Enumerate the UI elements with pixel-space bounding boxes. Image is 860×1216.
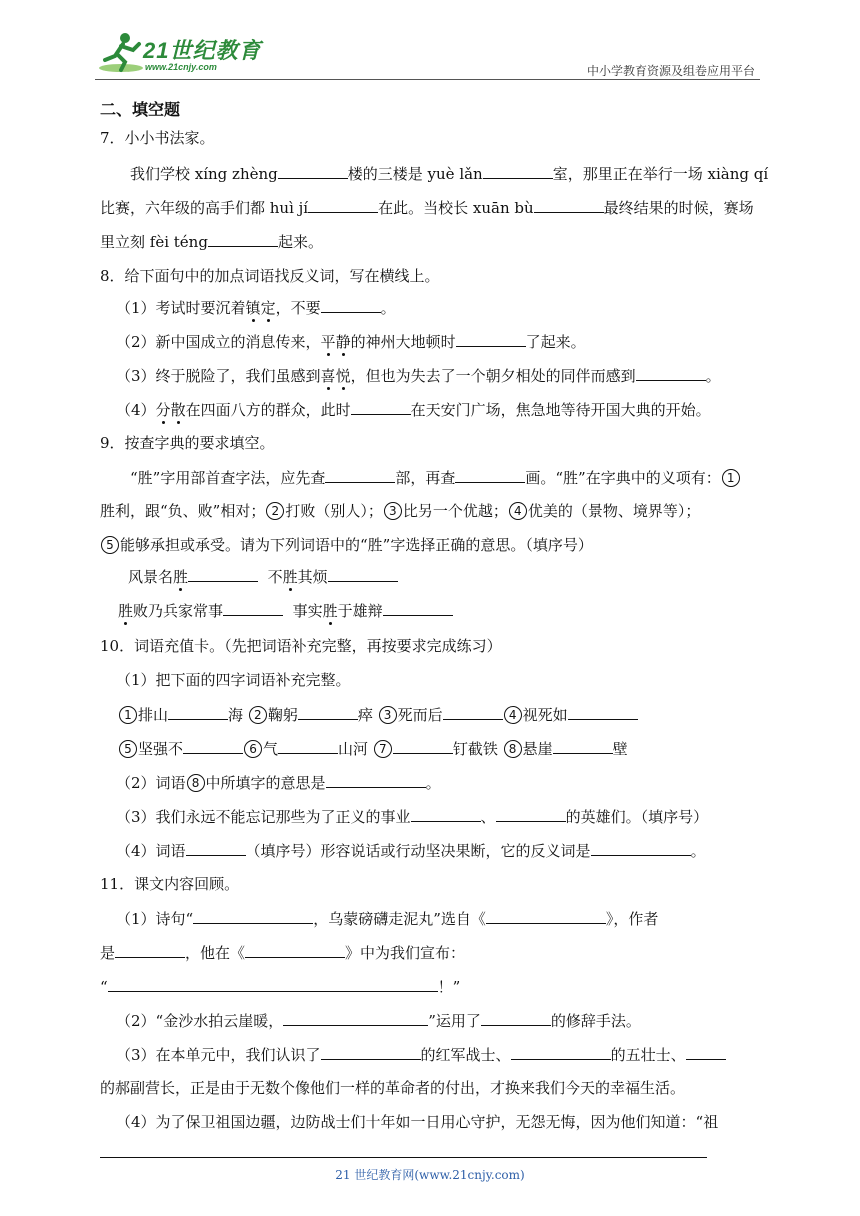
header-divider [95,79,760,80]
q10-title: 10．词语充值卡。（先把词语补充完整，再按要求完成练习） [100,637,502,655]
q7-line1: 我们学校 xíng zhèng 楼的三楼是 yuè lǎn 室，那里正在举行一场 xiàng qí [130,165,769,183]
q8-item2: （2）新中国成立的消息传来，平静的神州大地顿时 了起来。 [116,333,586,351]
logo-url: www.21cnjy.com [145,62,217,72]
q10-part2: （2）词语 8 中所填字的意思是 。 [116,774,441,792]
q11-part1-line2: 是 ，他在《 》中为我们宣布： [100,944,466,962]
q9-line3: 5 能够承担或承受。请为下列词语中的“胜”字选择正确的意思。（填序号） [100,535,593,555]
runner-logo-icon [95,30,143,76]
logo-text: 21世纪教育 [143,38,262,63]
q10-part4: （4）词语 （填序号）形容说话或行动坚决果断，它的反义词是 。 [116,842,706,860]
section-title: 二、填空题 [100,100,181,119]
q8-item3: （3）终于脱险了，我们虽感到喜悦，但也为失去了一个朝夕相处的同伴而感到 。 [116,367,721,385]
q11-part1-line3: “ ！” [100,978,461,996]
q10-row1: 1 排山 海 2 鞠躬 瘁 3 死而后 4 视死如 [118,704,638,725]
q8-item4: （4）分散在四面八方的群众，此时 在天安门广场，焦急地等待开国大典的开始。 [116,401,711,419]
q7-line2: 比赛，六年级的高手们都 huì jí 在此。当校长 xuān bù 最终结果的时候，赛场 [100,199,754,217]
logo [95,30,275,76]
q11-part1-line1: （1）诗句“ ，乌蒙磅礴走泥丸”选自《 》，作者 [116,910,659,928]
header-tagline: 中小学教育资源及组卷应用平台 [586,64,755,78]
q9-words1: 风景名胜 不胜其烦 [128,566,398,587]
q11-part2: （2）“金沙水拍云崖暖， ”运用了 的修辞手法。 [116,1012,641,1030]
q8-item1: （1）考试时要沉着镇定，不要 。 [116,299,396,317]
q11-title: 11．课文内容回顾。 [100,875,240,893]
q10-part1: （1）把下面的四字词语补充完整。 [116,671,351,689]
q11-part4: （4）为了保卫祖国边疆，边防战士们十年如一日用心守护，无怨无悔，因为他们知道：“祖 [116,1113,719,1131]
q9-words2: 胜败乃兵家常事 事实胜于雄辩 [118,600,453,621]
q9-line1: “胜”字用部首查字法，应先查 部，再查 画。“胜”在字典中的义项有： 1 [130,467,741,488]
q9-title: 9．按查字典的要求填空。 [100,434,275,452]
q7-line3: 里立刻 fèi téng 起来。 [100,233,323,251]
q11-part3-line1: （3）在本单元中，我们认识了 的红军战士、 的五壮士、 [116,1044,726,1065]
page-footer: 21 世纪教育网(www.21cnjy.com) [335,1168,525,1182]
q10-part3: （3）我们永远不能忘记那些为了正义的事业 、 的英雄们。（填序号） [116,808,709,826]
page-header [95,30,760,80]
q11-part3-line2: 的郝副营长，正是由于无数个像他们一样的革命者的付出，才换来我们今天的幸福生活。 [100,1079,686,1097]
q10-row2: 5 坚强不 6 气 山河 7 钉截铁 8 悬崖 壁 [118,738,628,759]
footer-divider [100,1157,707,1158]
q8-title: 8．给下面句中的加点词语找反义词，写在横线上。 [100,267,440,285]
q9-line2: 胜利，跟“负、败”相对； 2 打败（别人）； 3 比另一个优越； 4 优美的（景物、境界等）； [100,502,701,520]
q7-title: 7．小小书法家。 [100,129,215,147]
